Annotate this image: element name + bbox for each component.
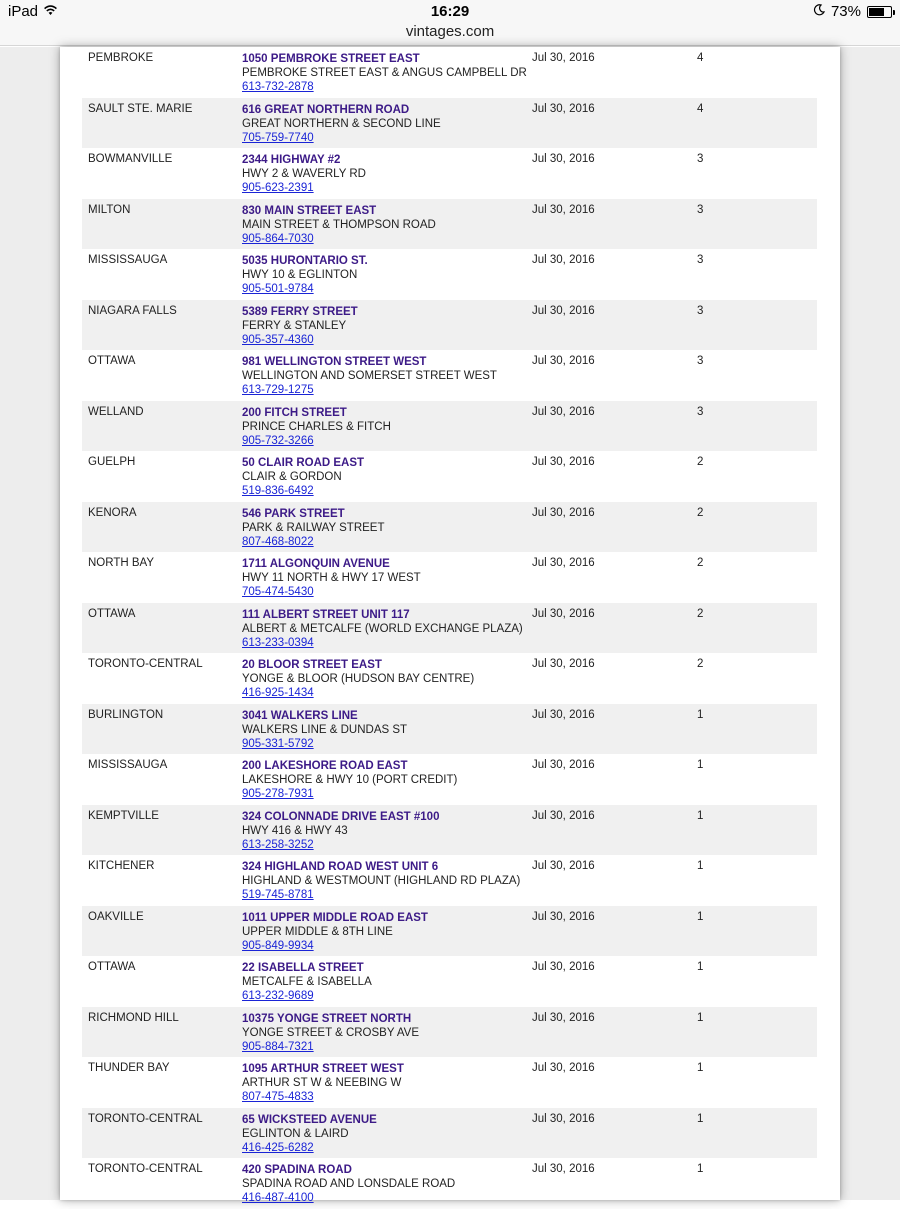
inventory-date: Jul 30, 2016 [532, 405, 595, 418]
store-cross-streets: YONGE & BLOOR (HUDSON BAY CENTRE) [242, 673, 475, 685]
store-city: OTTAWA [88, 607, 136, 620]
store-cross-streets: WELLINGTON AND SOMERSET STREET WEST [242, 370, 497, 382]
store-city: MISSISSAUGA [88, 759, 168, 771]
store-phone-link[interactable]: 905-331-5792 [242, 737, 314, 750]
store-street-link[interactable]: 10375 YONGE STREET NORTH [242, 1012, 412, 1025]
store-cross-streets: METCALFE & ISABELLA [242, 976, 372, 988]
store-street-link[interactable]: 546 PARK STREET [242, 507, 345, 520]
store-phone-link[interactable]: 519-745-8781 [242, 889, 314, 901]
inventory-date: Jul 30, 2016 [532, 456, 595, 468]
store-cross-streets: WALKERS LINE & DUNDAS ST [242, 723, 408, 736]
store-street-link[interactable]: 5035 HURONTARIO ST. [242, 255, 368, 267]
store-phone-link[interactable]: 613-233-0394 [242, 636, 314, 649]
inventory-date: Jul 30, 2016 [532, 1062, 595, 1074]
status-bar-time: 16:29 [430, 3, 470, 20]
store-phone-link[interactable]: 905-849-9934 [242, 939, 314, 952]
inventory-quantity: 1 [697, 1163, 704, 1175]
store-phone-link[interactable]: 416-487-4100 [242, 1192, 314, 1204]
inventory-quantity: 3 [697, 355, 704, 367]
inventory-date: Jul 30, 2016 [532, 557, 595, 569]
store-address [242, 658, 474, 700]
store-cross-streets: PARK & RAILWAY STREET [242, 521, 385, 534]
store-city: MISSISSAUGA [88, 254, 168, 266]
inventory-date: Jul 30, 2016 [532, 809, 595, 822]
store-cross-streets: LAKESHORE & HWY 10 (PORT CREDIT) [242, 774, 458, 786]
store-address [242, 557, 421, 599]
store-street-link[interactable]: 200 FITCH STREET [242, 406, 347, 419]
store-phone-link[interactable]: 905-623-2391 [242, 182, 314, 194]
store-phone-link[interactable]: 905-278-7931 [242, 788, 314, 800]
page-content [60, 47, 840, 1204]
store-city: TORONTO-CENTRAL [88, 1163, 203, 1175]
inventory-date: Jul 30, 2016 [532, 961, 595, 973]
store-cross-streets: HWY 10 & EGLINTON [242, 269, 358, 281]
store-address [242, 1012, 419, 1054]
table-row [82, 1007, 817, 1058]
inventory-quantity: 2 [697, 658, 704, 670]
inventory-quantity: 2 [697, 607, 704, 620]
store-address [242, 204, 436, 246]
store-address [242, 406, 391, 448]
store-phone-link[interactable]: 613-232-9689 [242, 990, 314, 1002]
table-row [82, 552, 817, 603]
inventory-quantity: 1 [697, 809, 704, 822]
inventory-quantity: 4 [697, 52, 704, 64]
store-street-link[interactable]: 420 SPADINA ROAD [242, 1164, 352, 1176]
inventory-date: Jul 30, 2016 [532, 355, 595, 367]
store-address [242, 355, 497, 397]
store-address [242, 1062, 404, 1104]
device-label: iPad [8, 3, 39, 20]
table-row [82, 653, 817, 704]
store-street-link[interactable]: 50 CLAIR ROAD EAST [242, 457, 365, 469]
inventory-date: Jul 30, 2016 [532, 254, 595, 266]
store-street-link[interactable]: 616 GREAT NORTHERN ROAD [242, 103, 410, 116]
battery-icon [867, 6, 892, 18]
table-row [82, 805, 817, 856]
table-row [82, 47, 817, 98]
inventory-quantity: 3 [697, 153, 704, 165]
store-address [242, 709, 407, 751]
store-cross-streets: HWY 2 & WAVERLY RD [242, 168, 366, 180]
inventory-quantity: 3 [697, 203, 704, 216]
inventory-date: Jul 30, 2016 [532, 708, 595, 721]
store-city: OAKVILLE [88, 910, 144, 923]
store-city: OTTAWA [88, 355, 136, 367]
inventory-date: Jul 30, 2016 [532, 1011, 595, 1024]
store-cross-streets: ARTHUR ST W & NEEBING W [242, 1077, 402, 1089]
store-city: MILTON [88, 203, 131, 216]
store-address [242, 254, 368, 296]
store-address [242, 1163, 455, 1205]
store-phone-link[interactable]: 905-357-4360 [242, 333, 314, 346]
store-street-link[interactable]: 1095 ARTHUR STREET WEST [242, 1063, 404, 1075]
store-cross-streets: UPPER MIDDLE & 8TH LINE [242, 925, 393, 938]
store-city: BOWMANVILLE [88, 153, 173, 165]
store-street-link[interactable]: 111 ALBERT STREET UNIT 117 [242, 608, 410, 621]
browser-top-bar [0, 0, 900, 46]
store-address [242, 1113, 377, 1155]
table-row [82, 148, 817, 199]
store-street-link[interactable]: 1050 PEMBROKE STREET EAST [242, 53, 420, 65]
store-city: TORONTO-CENTRAL [88, 658, 203, 670]
store-phone-link[interactable]: 613-258-3252 [242, 838, 314, 851]
store-inventory-table [82, 47, 817, 1209]
store-street-link[interactable]: 324 COLONNADE DRIVE EAST #100 [242, 810, 440, 823]
store-phone-link[interactable]: 807-475-4833 [242, 1091, 314, 1103]
store-street-link[interactable]: 200 LAKESHORE ROAD EAST [242, 760, 408, 772]
store-street-link[interactable]: 65 WICKSTEED AVENUE [242, 1113, 377, 1126]
inventory-date: Jul 30, 2016 [532, 759, 595, 771]
store-city: BURLINGTON [88, 708, 164, 721]
store-street-link[interactable]: 3041 WALKERS LINE [242, 709, 358, 722]
inventory-quantity: 1 [697, 708, 704, 721]
table-row [82, 704, 817, 755]
inventory-quantity: 4 [697, 102, 704, 115]
inventory-date: Jul 30, 2016 [532, 658, 595, 670]
store-phone-link[interactable]: 613-732-2878 [242, 81, 314, 93]
store-cross-streets: PRINCE CHARLES & FITCH [242, 420, 391, 433]
store-address [242, 103, 441, 145]
store-phone-link[interactable]: 705-474-5430 [242, 586, 314, 598]
store-street-link[interactable]: 1711 ALGONQUIN AVENUE [242, 558, 390, 570]
store-address [242, 961, 372, 1003]
address-bar-url[interactable]: vintages.com [405, 23, 495, 40]
inventory-date: Jul 30, 2016 [532, 910, 595, 923]
store-city: KEMPTVILLE [88, 809, 159, 822]
store-city: TORONTO-CENTRAL [88, 1112, 203, 1125]
inventory-quantity: 3 [697, 254, 704, 266]
inventory-quantity: 1 [697, 1062, 704, 1074]
store-address [242, 52, 527, 94]
inventory-quantity: 1 [697, 961, 704, 973]
inventory-quantity: 2 [697, 557, 704, 569]
inventory-date: Jul 30, 2016 [532, 607, 595, 620]
table-row [82, 754, 817, 805]
inventory-date: Jul 30, 2016 [532, 203, 595, 216]
table-row [82, 956, 817, 1007]
store-address [242, 305, 358, 347]
table-row [82, 300, 817, 351]
inventory-date: Jul 30, 2016 [532, 52, 595, 64]
store-city: NORTH BAY [88, 557, 155, 569]
table-row [82, 603, 817, 654]
store-cross-streets: CLAIR & GORDON [242, 471, 342, 483]
table-row [82, 1057, 817, 1108]
inventory-quantity: 1 [697, 1112, 704, 1125]
store-street-link[interactable]: 2344 HIGHWAY #2 [242, 154, 341, 166]
inventory-date: Jul 30, 2016 [532, 506, 595, 519]
store-address [242, 911, 428, 953]
store-street-link[interactable]: 981 WELLINGTON STREET WEST [242, 356, 427, 368]
store-phone-link[interactable]: 519-836-6492 [242, 485, 314, 497]
store-phone-link[interactable]: 416-925-1434 [242, 687, 314, 699]
table-row [82, 1158, 817, 1209]
store-city: THUNDER BAY [88, 1062, 170, 1074]
store-city: WELLAND [88, 405, 144, 418]
store-street-link[interactable]: 5389 FERRY STREET [242, 305, 358, 318]
store-street-link[interactable]: 324 HIGHLAND ROAD WEST UNIT 6 [242, 861, 439, 873]
moon-icon [813, 3, 825, 20]
store-street-link[interactable]: 1011 UPPER MIDDLE ROAD EAST [242, 911, 428, 924]
inventory-quantity: 1 [697, 860, 704, 872]
store-cross-streets: SPADINA ROAD AND LONSDALE ROAD [242, 1178, 456, 1190]
store-cross-streets: YONGE STREET & CROSBY AVE [242, 1026, 420, 1039]
inventory-date: Jul 30, 2016 [532, 153, 595, 165]
store-phone-link[interactable]: 705-759-7740 [242, 131, 314, 144]
store-phone-link[interactable]: 807-468-8022 [242, 535, 314, 548]
table-row [82, 855, 817, 906]
inventory-quantity: 2 [697, 506, 704, 519]
inventory-date: Jul 30, 2016 [532, 860, 595, 872]
store-cross-streets: ALBERT & METCALFE (WORLD EXCHANGE PLAZA) [242, 622, 523, 635]
store-address [242, 608, 523, 650]
store-address [242, 759, 457, 801]
store-cross-streets: HIGHLAND & WESTMOUNT (HIGHLAND RD PLAZA) [242, 875, 521, 887]
store-cross-streets: EGLINTON & LAIRD [242, 1127, 349, 1140]
store-address [242, 456, 364, 498]
store-cross-streets: FERRY & STANLEY [242, 319, 347, 332]
store-city: NIAGARA FALLS [88, 304, 177, 317]
store-cross-streets: MAIN STREET & THOMPSON ROAD [242, 218, 436, 231]
status-bar-right [813, 3, 892, 20]
store-city: KITCHENER [88, 860, 155, 872]
inventory-quantity: 1 [697, 910, 704, 923]
store-cross-streets: HWY 416 & HWY 43 [242, 824, 348, 837]
store-city: OTTAWA [88, 961, 136, 973]
inventory-date: Jul 30, 2016 [532, 1163, 595, 1175]
store-street-link[interactable]: 830 MAIN STREET EAST [242, 204, 377, 217]
page-background [0, 47, 900, 1204]
inventory-date: Jul 30, 2016 [532, 304, 595, 317]
store-street-link[interactable]: 22 ISABELLA STREET [242, 962, 364, 974]
store-cross-streets: GREAT NORTHERN & SECOND LINE [242, 117, 441, 130]
battery-percent: 73% [830, 3, 861, 20]
store-phone-link[interactable]: 613-729-1275 [242, 384, 314, 396]
inventory-quantity: 3 [697, 405, 704, 418]
store-street-link[interactable]: 20 BLOOR STREET EAST [242, 659, 382, 671]
inventory-quantity: 2 [697, 456, 704, 468]
table-row [82, 98, 817, 149]
store-city: RICHMOND HILL [88, 1011, 179, 1024]
table-row [82, 502, 817, 553]
store-address [242, 507, 385, 549]
store-cross-streets: PEMBROKE STREET EAST & ANGUS CAMPBELL DR [242, 67, 527, 79]
table-row [82, 350, 817, 401]
store-phone-link[interactable]: 905-864-7030 [242, 232, 314, 245]
store-phone-link[interactable]: 905-501-9784 [242, 283, 314, 295]
table-row [82, 1108, 817, 1159]
inventory-quantity: 1 [697, 759, 704, 771]
table-row [82, 249, 817, 300]
store-address [242, 153, 366, 195]
store-address [242, 860, 520, 902]
store-address [242, 810, 439, 852]
store-phone-link[interactable]: 905-732-3266 [242, 434, 314, 447]
store-city: GUELPH [88, 456, 136, 468]
table-row [82, 906, 817, 957]
store-cross-streets: HWY 11 NORTH & HWY 17 WEST [242, 572, 421, 584]
inventory-date: Jul 30, 2016 [532, 102, 595, 115]
store-city: PEMBROKE [88, 52, 154, 64]
inventory-quantity: 3 [697, 304, 704, 317]
table-row [82, 401, 817, 452]
store-city: SAULT STE. MARIE [88, 102, 193, 115]
store-city: KENORA [88, 506, 137, 519]
table-row [82, 199, 817, 250]
inventory-quantity: 1 [697, 1011, 704, 1024]
store-phone-link[interactable]: 416-425-6282 [242, 1141, 314, 1154]
store-phone-link[interactable]: 905-884-7321 [242, 1040, 314, 1053]
table-row [82, 451, 817, 502]
inventory-date: Jul 30, 2016 [532, 1112, 595, 1125]
